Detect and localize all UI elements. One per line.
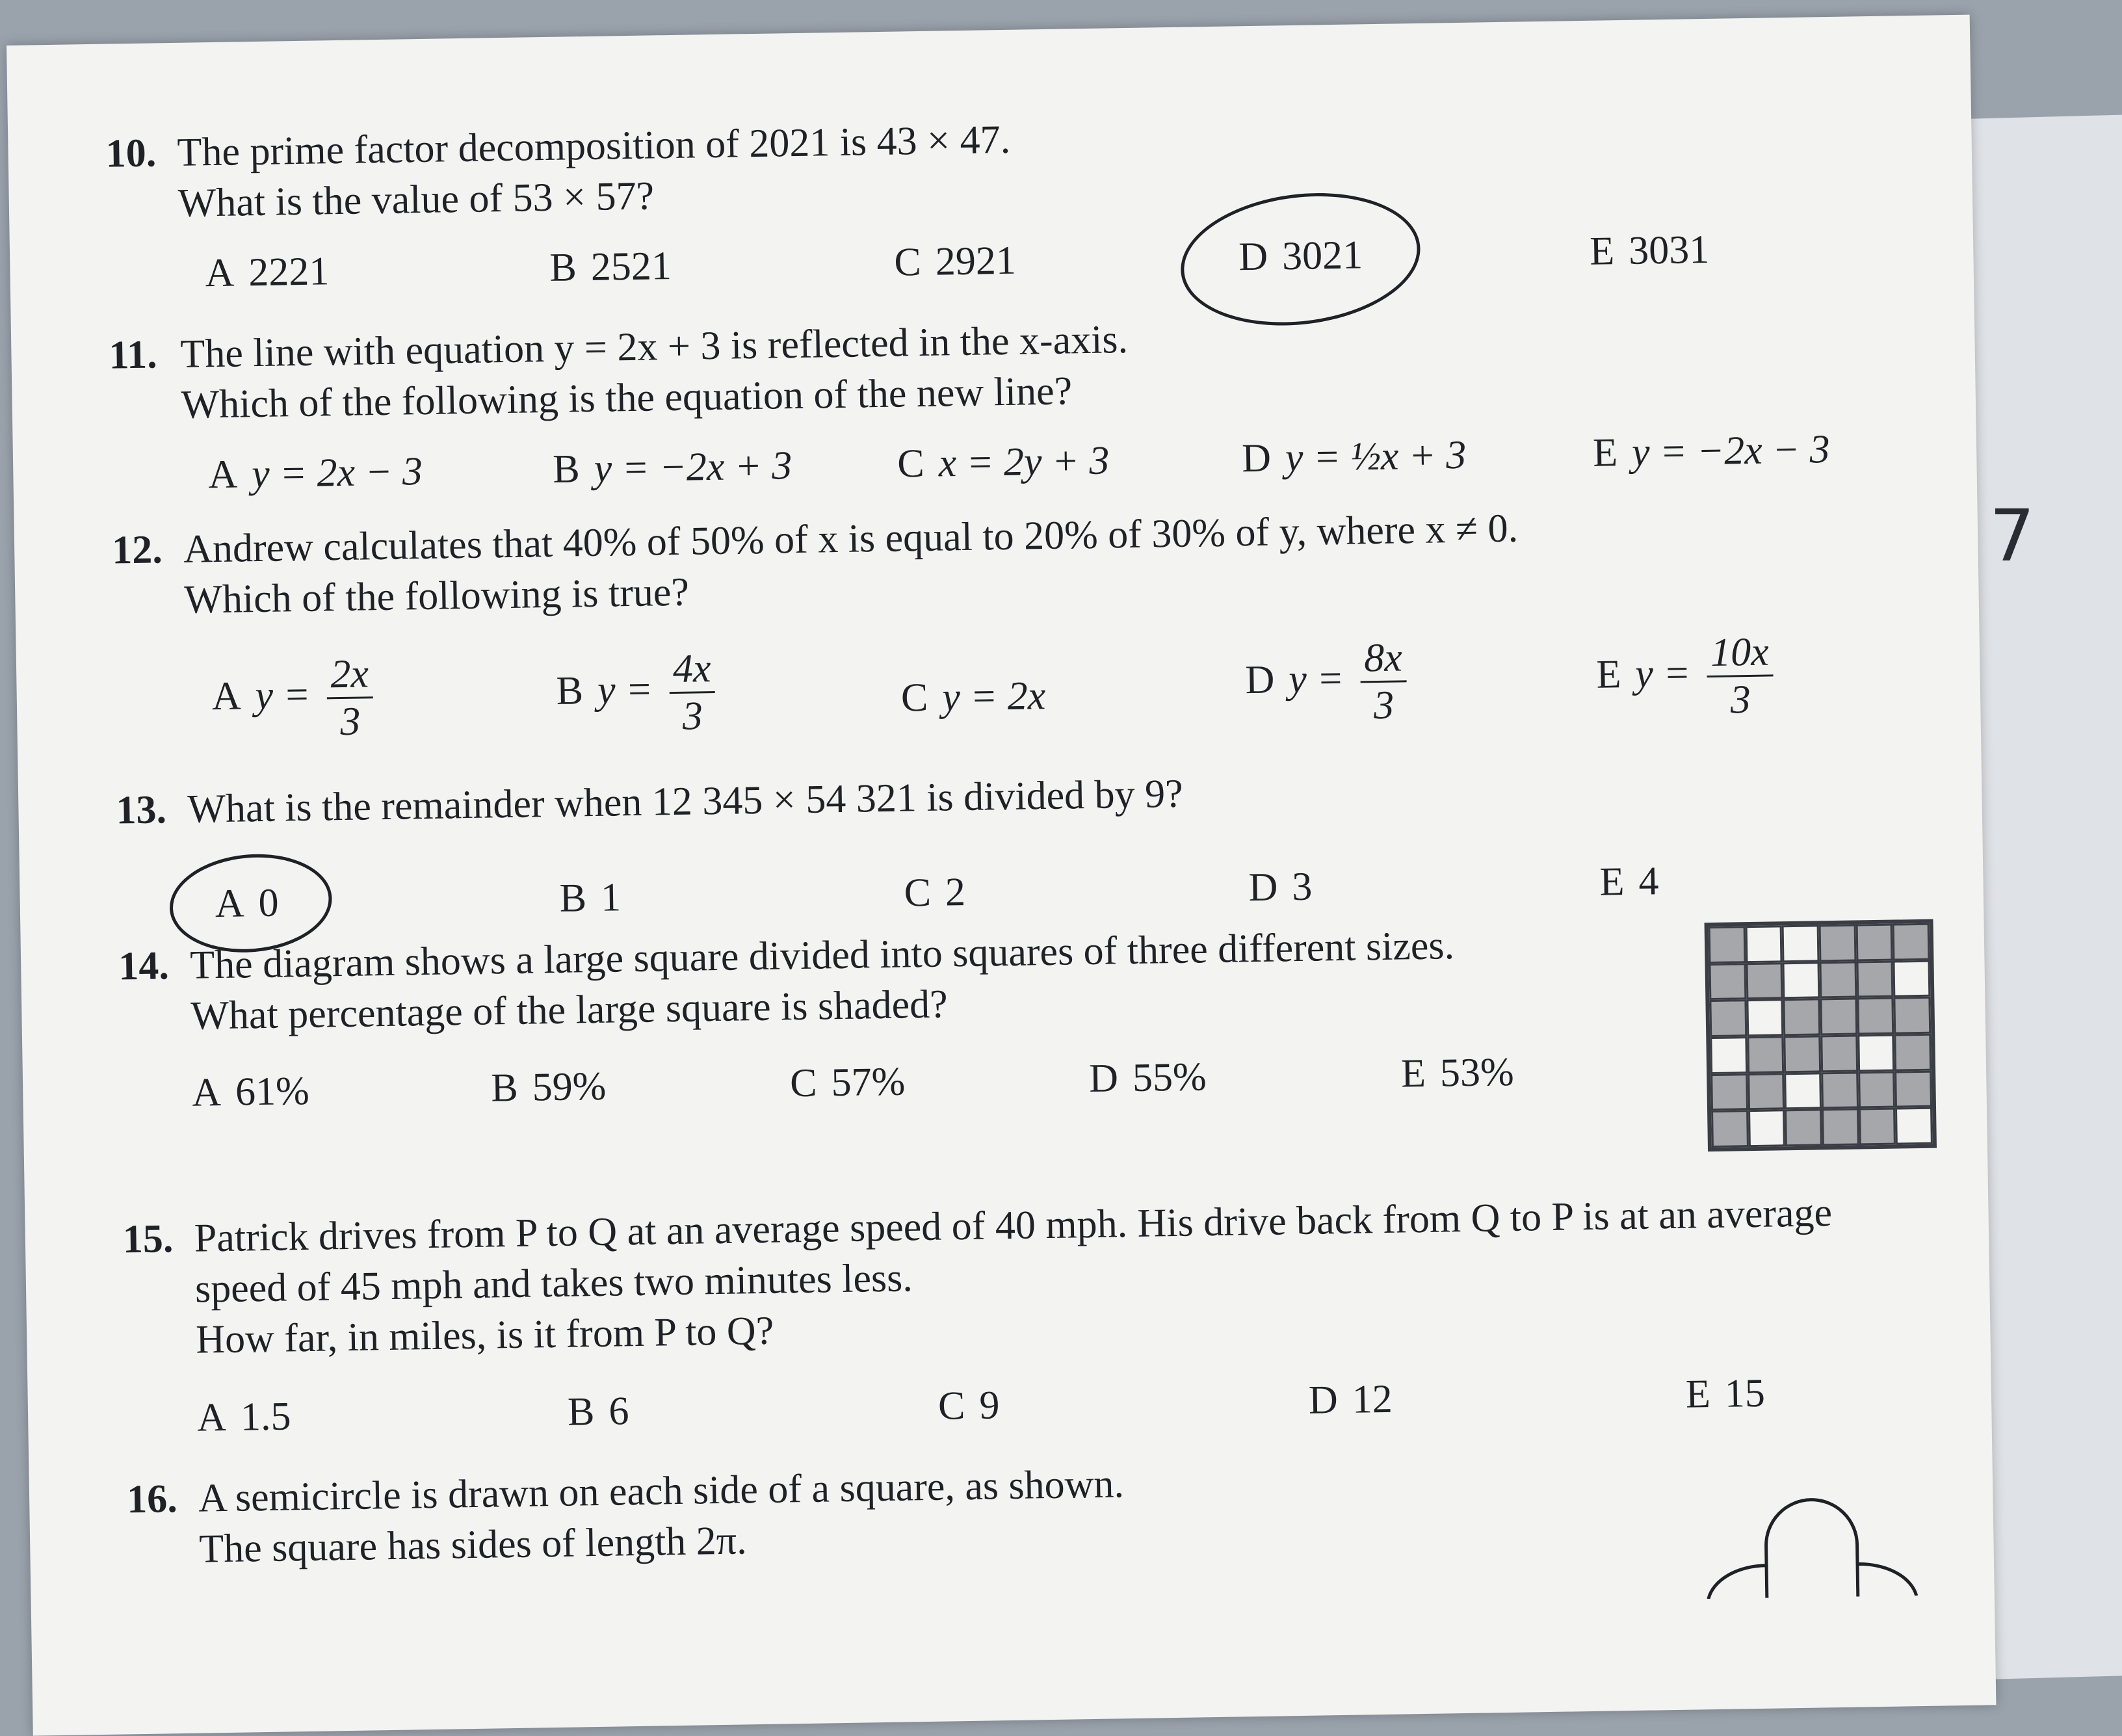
option-c[interactable]: C y = 2x [900, 674, 1046, 720]
question-number: 16. [126, 1477, 178, 1522]
option-b[interactable]: B 2521 [549, 243, 672, 290]
question-16 [127, 1458, 1125, 1575]
question-text: speed of 45 mph and takes two minutes less. [194, 1256, 913, 1311]
question-text: How far, in miles, is it from P to Q? [195, 1308, 774, 1362]
option-e[interactable]: E y = $\frac{10x}{3}$ [1595, 629, 1774, 724]
question-text: The line with equation y = 2x + 3 is reflected in the x-axis. [179, 317, 1129, 376]
question-text: Patrick drives from P to Q at an average speed of 40 mph. His drive back from Q to P is at an average [194, 1190, 1833, 1261]
question-number: 10. [105, 131, 157, 176]
option-a[interactable]: A 1.5 [196, 1394, 291, 1440]
option-d[interactable]: D 55% [1088, 1055, 1207, 1101]
question-text: The prime factor decomposition of 2021 is 43 × 47. [177, 117, 1011, 175]
option-e[interactable]: E 15 [1685, 1371, 1766, 1417]
option-a[interactable]: A y = $\frac{2x}{3}$ [211, 651, 374, 746]
option-e[interactable]: E y = −2x − 3 [1592, 427, 1831, 475]
option-d[interactable]: D 12 [1308, 1376, 1393, 1423]
option-c[interactable]: C 2921 [893, 238, 1017, 285]
option-d[interactable]: D 3 [1248, 864, 1313, 910]
option-a[interactable]: A 61% [191, 1068, 310, 1115]
option-b[interactable]: B 1 [559, 875, 622, 921]
question-text: A semicircle is drawn on each side of a square, as shown. [198, 1462, 1125, 1521]
option-a[interactable]: A 2221 [205, 249, 330, 296]
handwritten-mark: 7 [1989, 494, 2035, 577]
question-12 [112, 503, 1519, 627]
option-e[interactable]: E 3031 [1589, 227, 1710, 274]
option-c[interactable]: C 9 [937, 1383, 1000, 1428]
option-c[interactable]: C x = 2y + 3 [897, 438, 1110, 486]
option-b[interactable]: B 59% [490, 1064, 607, 1111]
question-number: 12. [111, 527, 163, 573]
option-d[interactable]: D y = ½x + 3 [1241, 432, 1467, 481]
question-text: What is the value of 53 × 57? [177, 174, 655, 226]
question-10 [105, 114, 1012, 230]
question-number: 11. [108, 332, 158, 378]
semicircle-diagram [1694, 1466, 1930, 1599]
option-d[interactable]: D 3021 [1238, 233, 1363, 280]
question-number: 14. [118, 943, 170, 989]
question-number: 15. [122, 1217, 174, 1262]
question-text: Andrew calculates that 40% of 50% of x is equal to 20% of 30% of y, where x ≠ 0. [183, 506, 1519, 572]
question-text: What percentage of the large square is shaded? [190, 982, 949, 1038]
option-a[interactable]: A y = 2x − 3 [207, 449, 423, 497]
option-e[interactable]: E 4 [1599, 859, 1659, 904]
question-11 [109, 314, 1129, 432]
question-text: Which of the following is the equation of the new line? [181, 369, 1073, 427]
option-d[interactable]: D y = $\frac{8x}{3}$ [1245, 635, 1408, 730]
option-a[interactable]: A 0 [215, 880, 280, 927]
question-text: The diagram shows a large square divided into squares of three different sizes. [189, 923, 1455, 988]
option-c[interactable]: C 2 [904, 869, 966, 915]
option-e[interactable]: E 53% [1400, 1049, 1515, 1096]
question-text: Which of the following is true? [183, 570, 690, 622]
option-b[interactable]: B y = $\frac{4x}{3}$ [556, 646, 716, 741]
option-b[interactable]: B y = −2x + 3 [552, 443, 792, 492]
option-c[interactable]: C 57% [789, 1059, 906, 1106]
question-14 [118, 920, 1456, 1042]
question-13 [116, 769, 1183, 836]
square-diagram [1705, 919, 1937, 1151]
question-text: What is the remainder when 12 345 × 54 321 is divided by 9? [187, 771, 1184, 832]
answer-circle [1173, 180, 1428, 338]
question-number: 13. [115, 787, 167, 833]
exam-page [7, 15, 1996, 1736]
question-15 [122, 1187, 1834, 1366]
question-text: The square has sides of length 2π. [198, 1518, 748, 1572]
option-b[interactable]: B 6 [567, 1389, 630, 1434]
